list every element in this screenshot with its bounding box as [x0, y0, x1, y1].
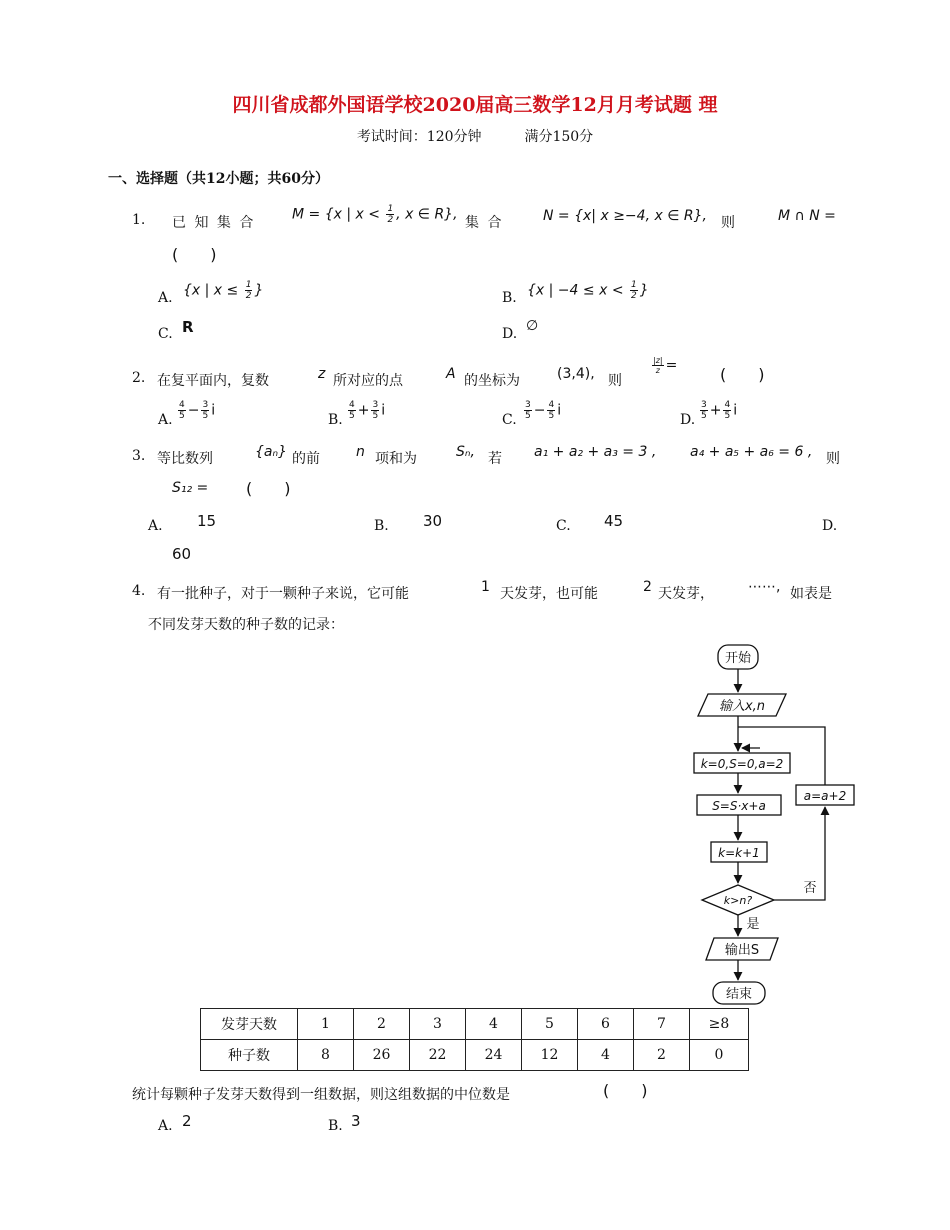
full-score: 满分150分 [524, 129, 594, 145]
q1-text-1: 已 知 集 合 [172, 215, 256, 231]
q2-option-b-label: B. [328, 412, 343, 428]
flowchart-end-label: 结束 [725, 987, 753, 1002]
q3-text-5: 则 [826, 451, 840, 467]
q4-two: 2 [643, 579, 652, 595]
q1-option-a: {x | x ≤ $\frac{1}{2}$ } [183, 280, 264, 301]
q2-text-2: 所对应的点 [333, 373, 403, 389]
q1-option-c: R [182, 318, 194, 336]
flowchart-no-label: 否 [803, 881, 817, 896]
q2-coordinate: (3,4), [557, 366, 595, 382]
exam-info [0, 126, 950, 146]
table-cell: 4 [466, 1009, 522, 1040]
q4-answer-paren: ( ) [603, 1081, 648, 1100]
q1-set-m: M = {x | x < $\frac{1}{2}$ , x ∈ R}, [292, 204, 458, 225]
q3-text-3: 项和为 [375, 451, 417, 467]
q3-text-4: 若 [488, 451, 502, 467]
flowchart-start-label: 开始 [724, 651, 752, 666]
q4-one: 1 [481, 579, 490, 595]
table-cell: 5 [522, 1009, 578, 1040]
q1-option-c-label: C. [158, 326, 173, 342]
q2-option-a-label: A. [158, 412, 173, 428]
q3-option-b: 30 [423, 512, 443, 530]
page-title: 四川省成都外国语学校2020届高三数学12月月考试题 理 [232, 94, 718, 116]
q3-sequence: {aₙ} [255, 444, 287, 460]
q4-option-a-label: A. [158, 1118, 173, 1134]
q3-option-d: 60 [172, 545, 192, 563]
flowchart-update-a-label: a=a+2 [803, 789, 847, 803]
q2-option-b: $\frac{4}{5}$ + $\frac{3}{5}$ i [349, 400, 386, 421]
flowchart [680, 640, 870, 1010]
q3-option-a-label: A. [148, 518, 163, 534]
q3-sn: Sₙ, [456, 444, 475, 460]
q3-text-1: 等比数列 [157, 451, 213, 467]
q4-text-line-2: 不同发芽天数的种子数的记录： [148, 617, 344, 633]
q1-answer-paren: ( ) [172, 245, 217, 264]
table-cell: 24 [466, 1040, 522, 1071]
q1-number: 1. [132, 212, 146, 228]
q2-option-d-label: D. [680, 412, 696, 428]
q4-option-b-label: B. [328, 1118, 343, 1134]
table-cell: 8 [298, 1040, 354, 1071]
q1-text-3: 则 [721, 215, 735, 231]
q1-option-b: {x | −4 ≤ x < $\frac{1}{2}$ } [527, 280, 649, 301]
table-cell: ≥8 [690, 1009, 749, 1040]
q3-text-2: 的前 [292, 451, 320, 467]
q1-option-a-label: A. [158, 290, 173, 306]
q2-fraction: $\frac{|z|}{z}$ = [653, 356, 678, 375]
table-cell: 2 [634, 1040, 690, 1071]
seed-table [200, 1008, 749, 1071]
q3-condition-1: a₁ + a₂ + a₃ = 3 , [534, 444, 657, 460]
table-header-label: 发芽天数 [201, 1009, 298, 1040]
flowchart-init-label: k=0,S=0,a=2 [700, 757, 784, 771]
q3-answer-paren: ( ) [246, 479, 291, 498]
flowchart-condition-label: k>n? [723, 894, 753, 907]
q4-option-b: 3 [351, 1112, 361, 1130]
q1-expression: M ∩ N = [778, 208, 836, 224]
table-cell: 4 [578, 1040, 634, 1071]
table-cell: 7 [634, 1009, 690, 1040]
q3-option-a: 15 [197, 512, 217, 530]
q1-text-2: 集 合 [465, 215, 504, 231]
table-cell: 26 [354, 1040, 410, 1071]
flowchart-update-s-label: S=S·x+a [712, 799, 766, 813]
exam-time: 考试时间：120分钟 [356, 129, 482, 145]
q4-text-3: 天发芽， [658, 586, 714, 602]
q4-text-1: 有一批种子，对于一颗种子来说，它可能 [157, 586, 409, 602]
q3-option-c: 45 [604, 512, 624, 530]
q2-z: z [318, 366, 326, 382]
flowchart-yes-label: 是 [746, 917, 760, 932]
q1-option-d-label: D. [502, 326, 518, 342]
table-cell: 1 [298, 1009, 354, 1040]
q2-point-a: A [446, 366, 456, 382]
q4-statistic-text: 统计每颗种子发芽天数得到一组数据，则这组数据的中位数是 [132, 1087, 510, 1103]
q2-text-4: 则 [608, 373, 622, 389]
q1-option-d: ∅ [526, 318, 539, 334]
q4-text-4: 如表是 [790, 586, 832, 602]
q2-option-a: $\frac{4}{5}$ − $\frac{3}{5}$ i [179, 400, 216, 421]
table-row [201, 1009, 749, 1040]
q4-number: 4. [132, 583, 146, 599]
q2-number: 2. [132, 370, 146, 386]
table-cell: 22 [410, 1040, 466, 1071]
q3-option-d-label: D. [822, 518, 838, 534]
table-row [201, 1040, 749, 1071]
table-cell: 2 [354, 1009, 410, 1040]
table-cell: 6 [578, 1009, 634, 1040]
table-cell: 3 [410, 1009, 466, 1040]
section-heading: 一、选择题（共12小题；共60分） [108, 171, 329, 187]
q3-n: n [356, 444, 365, 460]
q3-condition-2: a₄ + a₅ + a₆ = 6 , [690, 444, 813, 460]
flowchart-input-label: 输入x,n [718, 699, 766, 714]
q3-option-c-label: C. [556, 518, 571, 534]
q4-text-2: 天发芽，也可能 [500, 586, 598, 602]
q3-number: 3. [132, 448, 146, 464]
flowchart-output-label: 输出S [724, 943, 760, 958]
q2-answer-paren: ( ) [720, 365, 765, 384]
q2-text-3: 的坐标为 [464, 373, 520, 389]
q4-option-a: 2 [182, 1112, 192, 1130]
q2-option-c-label: C. [502, 412, 517, 428]
q1-option-b-label: B. [502, 290, 517, 306]
q2-text-1: 在复平面内，复数 [157, 373, 269, 389]
q4-ellipsis: ⋯⋯, [748, 579, 781, 595]
table-row-label: 种子数 [201, 1040, 298, 1071]
q2-option-c: $\frac{3}{5}$ − $\frac{4}{5}$ i [525, 400, 562, 421]
q1-set-n: N = {x| x ≥−4, x ∈ R}, [543, 208, 707, 224]
flowchart-update-k-label: k=k+1 [718, 846, 760, 860]
q2-option-d: $\frac{3}{5}$ + $\frac{4}{5}$ i [701, 400, 738, 421]
table-cell: 0 [690, 1040, 749, 1071]
table-cell: 12 [522, 1040, 578, 1071]
q3-s12: S₁₂ = [172, 480, 209, 496]
q3-option-b-label: B. [374, 518, 389, 534]
